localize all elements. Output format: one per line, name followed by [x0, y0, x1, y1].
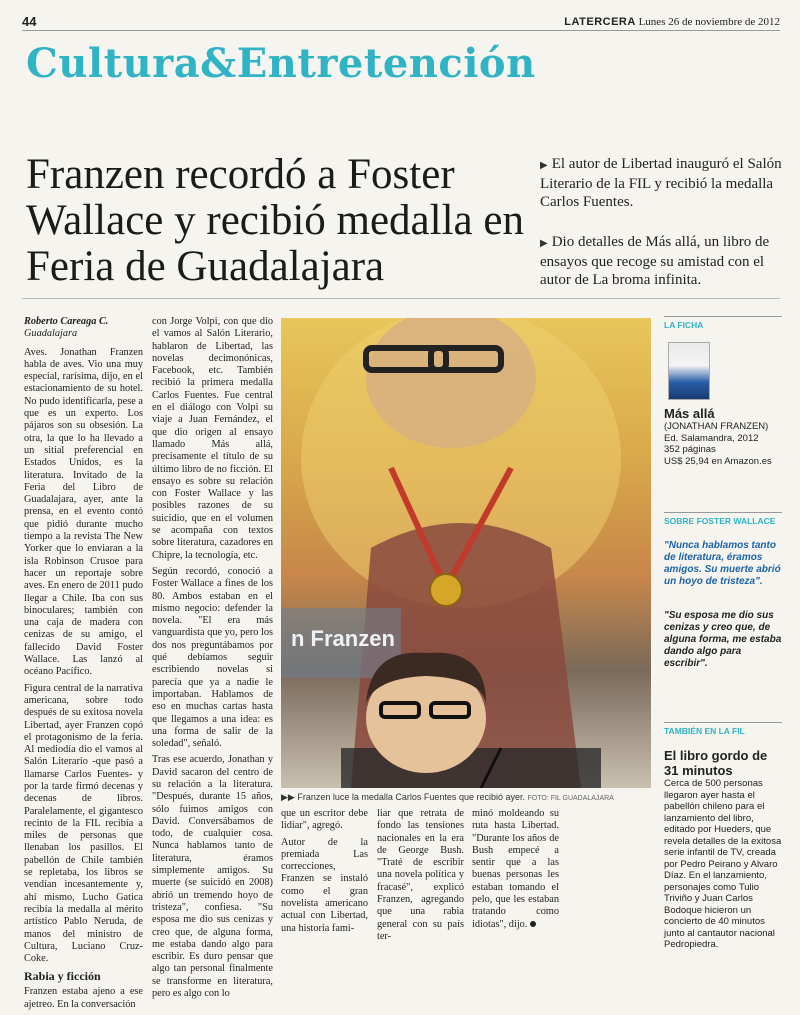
triangle-bullet-icon: ▶: [540, 238, 548, 249]
article-column-2: [152, 316, 273, 1004]
sidebar-wallace: [664, 512, 782, 670]
summary-text: Dio detalles de Más allá, un libro de ensayos que recoge su amistad con el autor de La broma infinita.: [540, 234, 770, 288]
end-mark-icon: [530, 921, 536, 927]
wallace-label: SOBRE FOSTER WALLACE: [664, 512, 782, 526]
article-paragraph: con Jorge Volpi, con que dio el vamos al Salón Literario, hablaron de Libertad, las novelas decimonónicas, Facebook, etc. También recibió la primera medalla Carlos Fuentes. Fue central en el diálogo con Volpi su viaje a Juan Fernández, el que dio origen al ensayo llamado Más allá, precisamente el título de su último libro de no ficción. El ensayo es sobre su relación con Foster Wallace y las posibles razones de su suicidio, que en el volumen se acompaña con textos sobre literatura, cazadores en Chipre, la tecnología, etc.: [152, 316, 273, 561]
book-price: US$ 25,94 en Amazon.es: [664, 455, 772, 467]
article-column-1: [24, 316, 143, 1015]
photo-credit: FOTO: FIL GUADALAJARA: [527, 795, 614, 802]
pull-quote: "Su esposa me dio sus cenizas y creo que, de alguna forma, me estaba dando algo para escribir".: [664, 610, 782, 669]
photo-backdrop-text: n Franzen: [291, 626, 395, 651]
summary-bullet: [540, 155, 785, 211]
article-paragraph: Autor de la premiada Las correcciones, Franzen se instaló como el gran novelista americano actual con Libertad, una historia fami-: [281, 836, 368, 934]
section-title: Cultura&Entretención: [26, 40, 536, 87]
photo-illustration: [281, 318, 651, 788]
article-paragraph: Aves. Jonathan Franzen habla de aves. Vio una muy especial, rarísima, dijo, en el estacionamiento de su hotel. No pudo identificarla, pese a que es un experto. Los pájaros son su obsesión. La otra, la que lo ha llevado a un sitial preferencial en Estados Unidos, es la literatura. Invitado de la Feria del Libro de Guadalajara, ayer, ante la prensa, en el evento contó que pidió durante mucho tiempo a la revista The New Yorker que lo enviaran a la isla Robinson Crusoe para hacer un reportaje sobre aves. En enero de 2011 pudo llegar a Chile. Iba con sus binoculares; también con una caja de madera con cenizas de su amigo, el fallecido David Foster Wallace. Las lanzó al océano Pacífico.: [24, 346, 143, 678]
headline: Franzen recordó a Foster Wallace y recibió medalla en Feria de Guadalajara: [26, 151, 524, 290]
caption-text: Franzen luce la medalla Carlos Fuentes que recibió ayer.: [297, 792, 525, 802]
article-column-4: [377, 808, 464, 947]
book-title: Más allá: [664, 406, 715, 421]
article-column-5: [472, 808, 559, 935]
article-paragraph: Franzen estaba ajeno a ese ajetreo. En la conversación: [24, 986, 143, 1010]
ficha-label: LA FICHA: [664, 316, 782, 330]
issue-date: Lunes 26 de noviembre de 2012: [638, 16, 780, 28]
fil-label: TAMBIÉN EN LA FIL: [664, 722, 782, 736]
sidebar-ficha: [664, 316, 782, 467]
photo-caption: [281, 792, 651, 803]
book-pages: 352 páginas: [664, 444, 716, 455]
top-rule: [22, 30, 780, 31]
article-paragraph: Tras ese acuerdo, Jonathan y David sacaron del centro de su relación a la literatura. "Después, durante 15 años, sólo fuimos amigos con David. Conversábamos de todo, de cualquier cosa. Nunca hablamos tanto de literatura, éramos simplemente amigos. Su muerte (se suicidó en 2008) abrió un tremendo hoyo de tristeza", confiesa. "Su esposa me dio sus cenizas y creo que, de alguna forma, me estaba dando algo para escribir. Es duro pensar que algo tan personal finalmente se transforme en literatura, pero es algo con lo: [152, 754, 273, 1000]
article-paragraph: Figura central de la narrativa americana, sobre todo después de su exitosa novela Libertad, ayer Franzen copó el protagonismo de la feria. Al mediodía dio el vamos al Salón Literario -que pasó a llamarse Carlos Fuentes- y por la tarde firmó decenas y decenas de libros. Paralelamente, el gigantesco recinto de la FIL recibía a miles de personas que llenaban los pasillos. El pabellón de Chile también se repletaba, los libros se vendían incesantemente y, ahí mismo, Lucho Gatica recibía la medalla al mérito artístico Pablo Neruda, de manos del ministro de Cultura, Luciano Cruz-Coke.: [24, 682, 143, 965]
book-cover: [668, 342, 710, 400]
article-column-3: [281, 808, 368, 939]
book-publisher: Ed. Salamandra, 2012: [664, 432, 759, 444]
sidebar-fil: [664, 722, 782, 951]
article-photo: [281, 318, 651, 788]
masthead: [564, 16, 780, 28]
summary-text: El autor de Libertad inauguró el Salón Literario de la FIL y recibió la medalla Carlos Fuentes.: [540, 156, 782, 210]
article-subhead: Rabia y ficción: [24, 969, 101, 984]
fil-headline: El libro gordo de 31 minutos: [664, 748, 768, 778]
triangle-bullet-icon: ▶: [540, 160, 548, 171]
article-paragraph: Según recordó, conoció a Foster Wallace a fines de los 80. Ambos estaban en el mismo negocio: defender la novela. "El era más vanguardista que yo, pero los dos nos preguntábamos por qué debíamos seguir escribiendo novelas si parecía que ya a nadie le importaban. Hablamos de eso en muchas cartas hasta que llegamos a una idea: es una forma de salir de la soledad", señaló.: [152, 565, 273, 750]
dateline-place: Guadalajara: [24, 328, 78, 340]
page-number: 44: [22, 14, 37, 29]
article-paragraph: que un escritor debe lidiar", agregó.: [281, 808, 368, 832]
caption-arrows-icon: ▶▶: [281, 792, 295, 802]
divider: [22, 298, 780, 299]
summary-bullet: [540, 233, 785, 289]
newspaper-name: LATERCERA: [564, 16, 636, 28]
fil-text: Cerca de 500 personas llegaron ayer hasta el pabellón chileno para el lanzamiento del libro, editado por Hueders, que revela detalles de la exitosa serie infantil de TV, creada por Pedro Peirano y Alvaro Díaz. En el lanzamiento, personajes como Tulio Triviño y Juan Carlos Bodoque hicieron un concierto de 40 minutos junto al cantautor nacional Pedropiedra.: [664, 778, 782, 950]
pull-quote: "Nunca hablamos tanto de literatura, éramos amigos. Su muerte abrió un hoyo de tristeza".: [664, 540, 781, 587]
byline: Roberto Careaga C.: [24, 316, 109, 327]
book-author: (JONATHAN FRANZEN): [664, 421, 769, 432]
article-paragraph: liar que retrata de fondo las tensiones nacionales en la era de George Bush. "Traté de escribir una novela política y fracasé", explicó Franzen, agregando que una rabia general con su país ter-: [377, 808, 464, 942]
article-paragraph: minó moldeando su ruta hasta Libertad. "Durante los años de Bush empecé a sentir que a las buenas personas les estaban tomando el pelo, que les estaban tratando como idiotas", dijo.: [472, 808, 559, 930]
